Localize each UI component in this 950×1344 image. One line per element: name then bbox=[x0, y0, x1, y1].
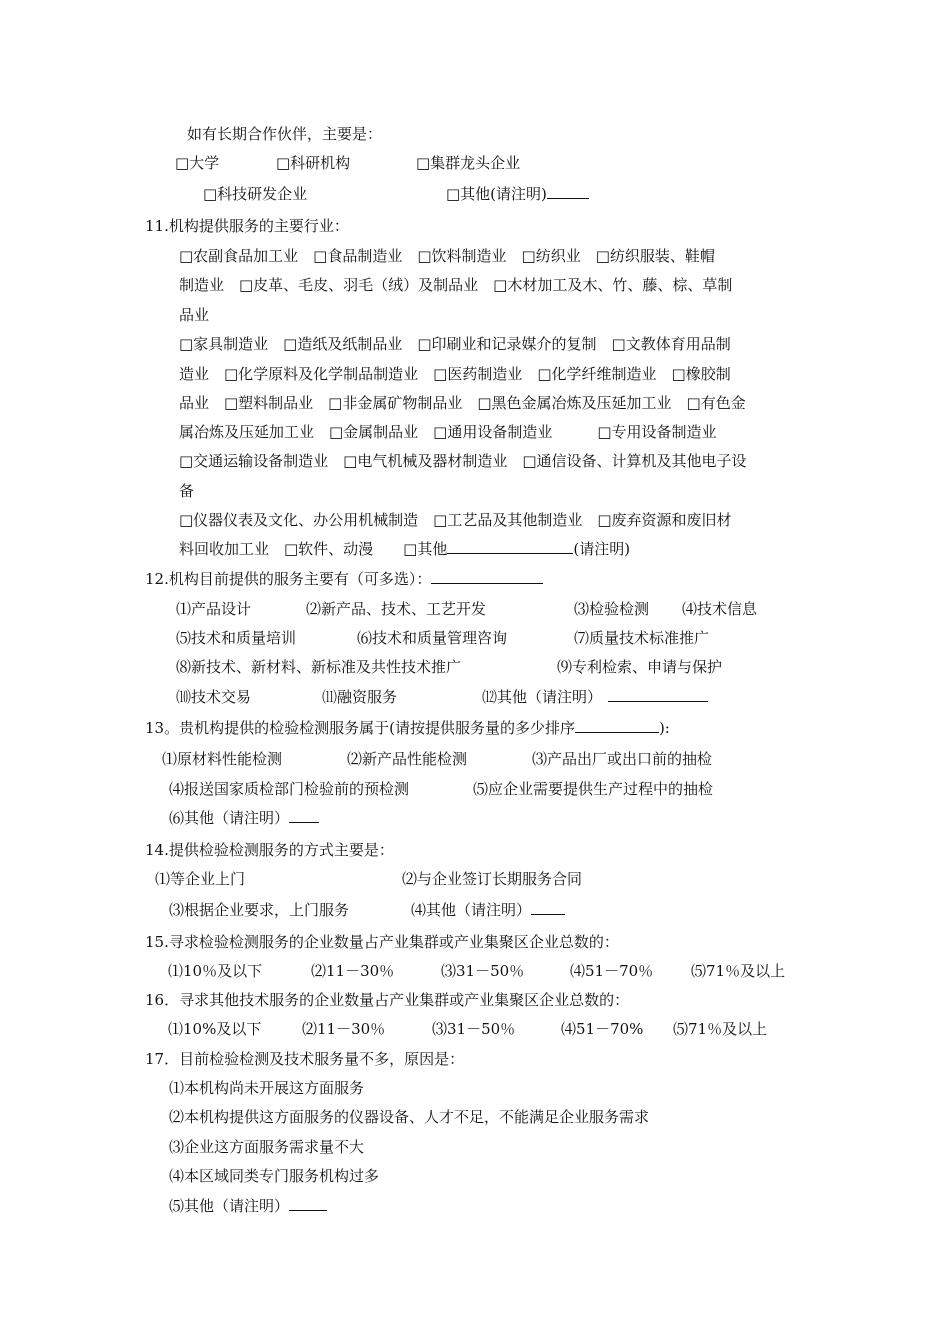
q17-option-4[interactable]: ⑷本区域同类专门服务机构过多 bbox=[169, 1167, 380, 1185]
q12-title bbox=[145, 569, 543, 589]
q12-option-1[interactable]: ⑴产品设计 bbox=[176, 600, 252, 618]
blank-line bbox=[289, 808, 319, 823]
q13-title-text: 13。贵机构提供的检验检测服务属于(请按提供服务量的多少排序 bbox=[145, 719, 575, 737]
q13-option-3[interactable]: ⑶产品出厂或出口前的抽检 bbox=[532, 750, 713, 768]
q17-option-5[interactable] bbox=[169, 1196, 327, 1216]
option-research-institute[interactable]: □科研机构 bbox=[276, 154, 351, 172]
q15-option-4[interactable]: ⑷51－70％ bbox=[570, 962, 654, 980]
q17-option-5-label: ⑸其他（请注明） bbox=[169, 1197, 290, 1215]
q11-option-line[interactable]: 品业 bbox=[179, 306, 210, 324]
q11-option-line[interactable]: 备 bbox=[179, 482, 195, 500]
q15-option-2[interactable]: ⑵11－30％ bbox=[311, 962, 395, 980]
q16-title: 16．寻求其他技术服务的企业数量占产业集群或产业集聚区企业总数的： bbox=[145, 991, 630, 1009]
q17-title: 17．目前检验检测及技术服务量不多，原因是： bbox=[145, 1050, 465, 1068]
q17-option-1[interactable]: ⑴本机构尚未开展这方面服务 bbox=[169, 1079, 365, 1097]
blank-line bbox=[431, 569, 543, 584]
q15-title: 15.寻求检验检测服务的企业数量占产业集群或产业集聚区企业总数的： bbox=[145, 933, 619, 951]
q13-option-4[interactable]: ⑷报送国家质检部门检验前的预检测 bbox=[169, 780, 410, 798]
q11-line-last bbox=[179, 539, 630, 559]
q14-option-4-label: ⑷其他（请注明） bbox=[411, 901, 532, 919]
blank-line bbox=[575, 718, 659, 733]
q11-option-line[interactable]: □交通运输设备制造业 □电气机械及器材制造业 □通信设备、计算机及其他电子设 bbox=[179, 452, 747, 470]
q12-option-4[interactable]: ⑷技术信息 bbox=[682, 600, 758, 618]
option-university[interactable]: □大学 bbox=[175, 154, 220, 172]
q12-title-text: 12.机构目前提供的服务主要有（可多选）： bbox=[145, 570, 432, 588]
q16-option-2[interactable]: ⑵11－30％ bbox=[302, 1020, 386, 1038]
q13-title-end: ): bbox=[658, 719, 670, 737]
q12-option-9[interactable]: ⑼专利检索、申请与保护 bbox=[557, 658, 723, 676]
q11-title: 11.机构提供服务的主要行业： bbox=[145, 217, 349, 235]
option-other[interactable] bbox=[446, 184, 589, 204]
q13-title bbox=[145, 718, 670, 738]
q11-option-line[interactable]: 制造业 □皮革、毛皮、羽毛（绒）及制品业 □木材加工及木、竹、藤、棕、草制 bbox=[179, 276, 733, 294]
blank-line bbox=[289, 1196, 327, 1211]
q11-option-line[interactable]: 造业 □化学原料及化学制品制造业 □医药制造业 □化学纤维制造业 □橡胶制 bbox=[179, 365, 731, 383]
blank-line bbox=[547, 184, 589, 199]
q11-option-line[interactable]: □仪器仪表及文化、办公用机械制造 □工艺品及其他制造业 □废弃资源和废旧材 bbox=[179, 511, 732, 529]
option-tech-rd-enterprise[interactable]: □科技研发企业 bbox=[203, 185, 308, 203]
q12-option-12-label: ⑿其他（请注明） bbox=[482, 688, 603, 706]
q11-option-line[interactable]: 属冶炼及压延加工业 □金属制品业 □通用设备制造业 □专用设备制造业 bbox=[179, 423, 717, 441]
q11-option-line[interactable]: □农副食品加工业 □食品制造业 □饮料制造业 □纺织业 □纺织服装、鞋帽 bbox=[179, 247, 715, 265]
q11-last-text: 料回收加工业 □软件、动漫 □其他 bbox=[179, 540, 448, 558]
q14-option-3[interactable]: ⑶根据企业要求，上门服务 bbox=[169, 901, 350, 919]
q12-option-11[interactable]: ⑾融资服务 bbox=[322, 688, 398, 706]
q14-option-1[interactable]: ⑴等企业上门 bbox=[155, 870, 246, 888]
q13-option-5[interactable]: ⑸应企业需要提供生产过程中的抽检 bbox=[473, 780, 714, 798]
q12-option-8[interactable]: ⑻新技术、新材料、新标准及共性技术推广 bbox=[176, 658, 462, 676]
blank-line bbox=[447, 539, 573, 554]
q15-option-1[interactable]: ⑴10％及以下 bbox=[168, 962, 263, 980]
q16-option-1[interactable]: ⑴10%及以下 bbox=[168, 1020, 262, 1038]
q12-option-6[interactable]: ⑹技术和质量管理咨询 bbox=[357, 629, 508, 647]
q12-option-3[interactable]: ⑶检验检测 bbox=[574, 600, 650, 618]
q11-last-note: (请注明) bbox=[573, 540, 631, 558]
option-cluster-leader[interactable]: □集群龙头企业 bbox=[416, 154, 521, 172]
partner-intro: 如有长期合作伙伴，主要是： bbox=[187, 125, 383, 143]
q16-option-5[interactable]: ⑸71％及以上 bbox=[673, 1020, 768, 1038]
q11-option-line[interactable]: □家具制造业 □造纸及纸制品业 □印刷业和记录媒介的复制 □文教体育用品制 bbox=[179, 335, 731, 353]
blank-line bbox=[608, 687, 708, 702]
q12-option-2[interactable]: ⑵新产品、技术、工艺开发 bbox=[306, 600, 487, 618]
blank-line bbox=[531, 900, 565, 915]
option-other-label: □其他(请注明) bbox=[446, 185, 547, 203]
q13-option-2[interactable]: ⑵新产品性能检测 bbox=[347, 750, 468, 768]
q14-option-2[interactable]: ⑵与企业签订长期服务合同 bbox=[402, 870, 583, 888]
q17-option-3[interactable]: ⑶企业这方面服务需求量不大 bbox=[169, 1138, 365, 1156]
q13-option-1[interactable]: ⑴原材料性能检测 bbox=[162, 750, 283, 768]
q14-title: 14.提供检验检测服务的方式主要是： bbox=[145, 841, 394, 859]
q12-option-7[interactable]: ⑺质量技术标准推广 bbox=[574, 629, 710, 647]
q12-option-10[interactable]: ⑽技术交易 bbox=[176, 688, 252, 706]
q16-option-3[interactable]: ⑶31－50％ bbox=[432, 1020, 516, 1038]
q11-option-line[interactable]: 品业 □塑料制品业 □非金属矿物制品业 □黑色金属冶炼及压延加工业 □有色金 bbox=[179, 394, 746, 412]
q13-option-6-label: ⑹其他（请注明） bbox=[169, 809, 290, 827]
q12-option-5[interactable]: ⑸技术和质量培训 bbox=[176, 629, 297, 647]
q15-option-3[interactable]: ⑶31－50％ bbox=[441, 962, 525, 980]
q14-option-4[interactable] bbox=[411, 900, 565, 920]
q16-option-4[interactable]: ⑷51－70% bbox=[561, 1020, 644, 1038]
q13-option-6[interactable] bbox=[169, 808, 319, 828]
q17-option-2[interactable]: ⑵本机构提供这方面服务的仪器设备、人才不足，不能满足企业服务需求 bbox=[169, 1108, 650, 1126]
q12-option-12[interactable] bbox=[482, 687, 708, 707]
q15-option-5[interactable]: ⑸71％及以上 bbox=[691, 962, 786, 980]
